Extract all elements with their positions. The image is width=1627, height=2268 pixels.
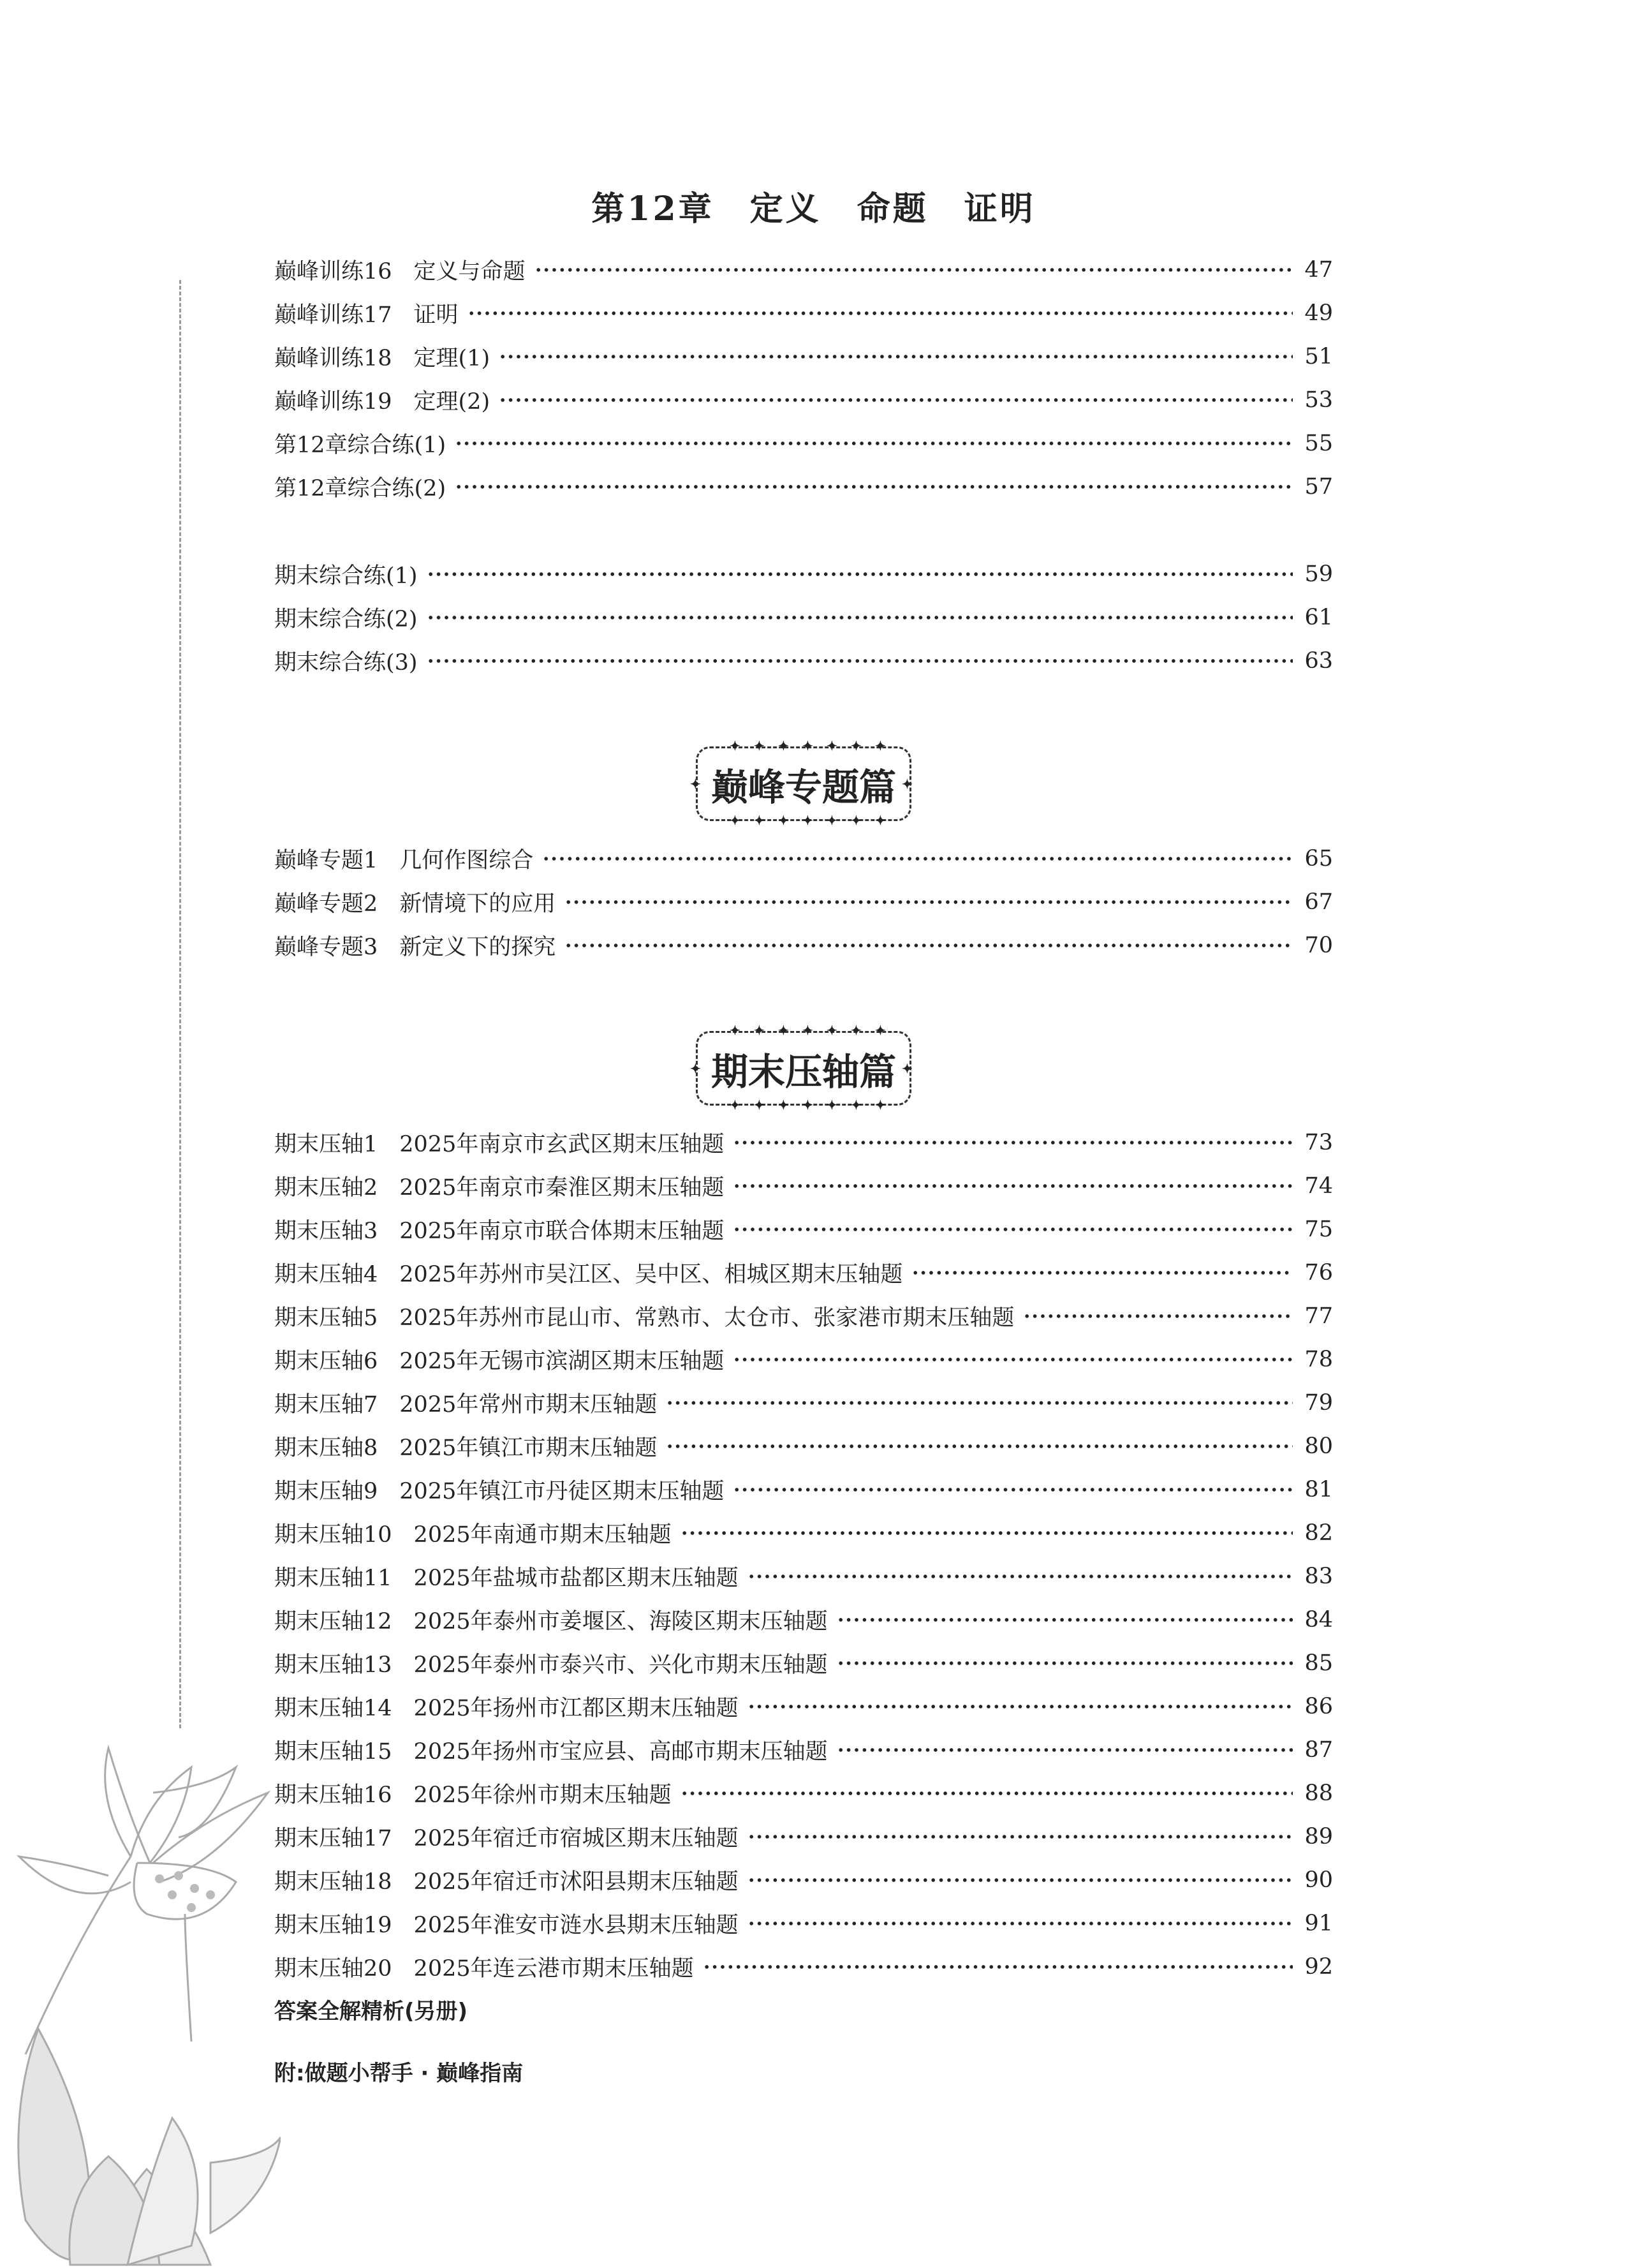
entry-label: 期末压轴5 xyxy=(274,1305,378,1331)
entry-label: 期末压轴19 xyxy=(274,1913,392,1938)
toc-entry[interactable] xyxy=(274,335,1333,378)
chapter-topic: 证明 xyxy=(964,189,1036,228)
entry-page-number: 74 xyxy=(1304,1173,1333,1199)
entry-page-number: 78 xyxy=(1304,1347,1333,1372)
star-ornament-icon: ✦ xyxy=(802,1097,813,1113)
entry-page-number: 70 xyxy=(1304,933,1333,958)
toc-entry[interactable] xyxy=(274,837,1333,880)
entry-label: 巅峰训练17 xyxy=(274,302,392,328)
entry-label: 期末压轴16 xyxy=(274,1783,392,1808)
toc-entry[interactable] xyxy=(274,1121,1333,1164)
entry-title: 2025年无锡市滨湖区期末压轴题 xyxy=(399,1349,725,1374)
entry-page-number: 81 xyxy=(1304,1477,1333,1502)
exam-section-heading-box xyxy=(690,1023,913,1113)
entry-title: 新定义下的探究 xyxy=(399,935,556,960)
entry-page-number: 65 xyxy=(1304,846,1333,871)
dot-leader xyxy=(455,441,1293,446)
entry-title: 2025年南通市期末压轴题 xyxy=(413,1522,672,1548)
dot-leader xyxy=(666,1444,1293,1449)
entry-title: 几何作图综合 xyxy=(399,848,534,873)
entry-page-number: 63 xyxy=(1304,648,1333,674)
star-ornament-icon: ✦ xyxy=(754,1023,765,1038)
dot-leader xyxy=(542,856,1293,861)
entry-page-number: 59 xyxy=(1304,561,1333,587)
star-ornament-icon: ✦ xyxy=(827,738,837,753)
entry-label: 期末压轴15 xyxy=(274,1739,392,1765)
entry-page-number: 75 xyxy=(1304,1217,1333,1242)
star-ornament-icon: ✦ xyxy=(754,813,765,828)
entry-label: 期末压轴17 xyxy=(274,1826,392,1851)
dot-leader xyxy=(564,943,1293,948)
entry-page-number: 82 xyxy=(1304,1520,1333,1546)
entry-title: 2025年苏州市吴江区、吴中区、相城区期末压轴题 xyxy=(399,1262,903,1287)
entry-label: 期末综合练(1) xyxy=(274,563,418,589)
toc-entry[interactable] xyxy=(274,1902,1333,1945)
entry-title: 2025年苏州市昆山市、常熟市、太仓市、张家港市期末压轴题 xyxy=(399,1305,1015,1331)
entry-label: 期末压轴9 xyxy=(274,1479,378,1504)
entry-page-number: 85 xyxy=(1304,1650,1333,1676)
entry-title: 2025年扬州市宝应县、高邮市期末压轴题 xyxy=(413,1739,828,1765)
entry-page-number: 87 xyxy=(1304,1737,1333,1763)
star-ornament-icon: ✦ xyxy=(778,813,789,828)
dot-leader xyxy=(499,354,1293,359)
entry-page-number: 86 xyxy=(1304,1694,1333,1719)
toc-entry[interactable] xyxy=(274,1208,1333,1251)
dot-leader xyxy=(681,1531,1293,1536)
entry-label: 期末综合练(2) xyxy=(274,607,418,632)
exam-section-heading: 期末压轴篇 xyxy=(710,1049,896,1093)
entry-page-number: 57 xyxy=(1304,474,1333,500)
toc-entry[interactable] xyxy=(274,1815,1333,1858)
dot-leader xyxy=(499,397,1293,403)
star-ornament-icon: ✦ xyxy=(690,1061,701,1076)
star-ornament-icon: ✦ xyxy=(875,738,886,753)
entry-page-number: 55 xyxy=(1304,431,1333,456)
toc-entry[interactable] xyxy=(274,1294,1333,1338)
entry-page-number: 91 xyxy=(1304,1911,1333,1936)
toc-entry[interactable] xyxy=(274,292,1333,335)
chapter-topic: 定义 xyxy=(749,189,821,228)
star-ornament-icon: ✦ xyxy=(730,813,740,828)
dot-leader xyxy=(911,1270,1293,1275)
star-ornament-icon: ✦ xyxy=(827,1097,837,1113)
entry-label: 期末压轴14 xyxy=(274,1696,392,1721)
entry-title: 2025年盐城市盐都区期末压轴题 xyxy=(413,1566,739,1591)
entry-page-number: 77 xyxy=(1304,1303,1333,1329)
toc-entry[interactable] xyxy=(274,1338,1333,1381)
entry-label: 巅峰专题2 xyxy=(274,891,378,917)
star-ornament-icon: ✦ xyxy=(851,813,862,828)
entry-label: 期末压轴7 xyxy=(274,1392,378,1418)
star-ornament-icon: ✦ xyxy=(754,738,765,753)
entry-title: 2025年南京市玄武区期末压轴题 xyxy=(399,1132,725,1157)
dot-leader xyxy=(467,311,1293,316)
star-ornament-icon: ✦ xyxy=(730,1023,740,1038)
toc-entry[interactable] xyxy=(274,1555,1333,1598)
special-toc xyxy=(274,837,1333,967)
dot-leader xyxy=(747,1704,1293,1709)
entry-title: 证明 xyxy=(413,302,459,328)
toc-entry[interactable] xyxy=(274,1728,1333,1772)
star-ornament-icon: ✦ xyxy=(778,1023,789,1038)
dot-leader xyxy=(564,900,1293,905)
entry-title: 定理(1) xyxy=(413,346,490,371)
star-ornament-icon: ✦ xyxy=(875,1023,886,1038)
entry-page-number: 49 xyxy=(1304,300,1333,326)
dot-leader xyxy=(837,1617,1293,1622)
toc-entry[interactable] xyxy=(274,1945,1333,1989)
special-section-heading: 巅峰专题篇 xyxy=(710,765,896,809)
star-ornament-icon: ✦ xyxy=(802,1023,813,1038)
entry-page-number: 61 xyxy=(1304,605,1333,630)
toc-entry[interactable] xyxy=(274,1164,1333,1208)
entry-label: 期末压轴10 xyxy=(274,1522,392,1548)
toc-entry[interactable] xyxy=(274,1772,1333,1815)
toc-entry[interactable] xyxy=(274,1685,1333,1728)
toc-entry[interactable] xyxy=(274,552,1333,596)
toc-entry[interactable] xyxy=(274,1858,1333,1902)
entry-label: 第12章综合练(1) xyxy=(274,433,446,458)
entry-label: 期末压轴8 xyxy=(274,1435,378,1461)
entry-label: 期末压轴13 xyxy=(274,1652,392,1678)
entry-page-number: 92 xyxy=(1304,1954,1333,1980)
entry-page-number: 80 xyxy=(1304,1434,1333,1459)
entry-title: 定理(2) xyxy=(413,389,490,415)
special-section-heading-box xyxy=(690,738,913,828)
entry-label: 第12章综合练(2) xyxy=(274,476,446,501)
dot-leader xyxy=(837,1747,1293,1753)
exam-toc xyxy=(274,1121,1333,1989)
dot-leader xyxy=(455,484,1293,489)
entry-title: 2025年常州市期末压轴题 xyxy=(399,1392,658,1418)
entry-page-number: 47 xyxy=(1304,257,1333,283)
chapter-toc xyxy=(274,248,1333,508)
star-ornament-icon: ✦ xyxy=(851,738,862,753)
entry-title: 2025年宿迁市沭阳县期末压轴题 xyxy=(413,1869,739,1895)
entry-label: 期末压轴20 xyxy=(274,1956,392,1982)
entry-page-number: 67 xyxy=(1304,889,1333,915)
dot-leader xyxy=(427,572,1293,577)
toc-entry[interactable] xyxy=(274,378,1333,422)
margin-dashed-line xyxy=(179,280,181,1728)
toc-entry[interactable] xyxy=(274,596,1333,639)
entry-label: 期末压轴3 xyxy=(274,1219,378,1244)
appendix-note: 附:做题小帮手 · 巅峰指南 xyxy=(274,2061,524,2086)
entry-title: 2025年泰州市姜堰区、海陵区期末压轴题 xyxy=(413,1609,828,1634)
toc-entry[interactable] xyxy=(274,639,1333,683)
final-review-toc xyxy=(274,552,1333,683)
dot-leader xyxy=(733,1487,1293,1492)
dot-leader xyxy=(681,1791,1293,1796)
entry-page-number: 51 xyxy=(1304,344,1333,369)
chapter-topic: 命题 xyxy=(857,189,929,228)
entry-title: 2025年镇江市期末压轴题 xyxy=(399,1435,658,1461)
dot-leader xyxy=(666,1400,1293,1405)
entry-page-number: 90 xyxy=(1304,1867,1333,1893)
entry-title: 2025年南京市联合体期末压轴题 xyxy=(399,1219,725,1244)
entry-label: 期末压轴18 xyxy=(274,1869,392,1895)
star-ornament-icon: ✦ xyxy=(778,1097,789,1113)
toc-entry[interactable] xyxy=(274,1642,1333,1685)
star-ornament-icon: ✦ xyxy=(802,738,813,753)
toc-entry[interactable] xyxy=(274,465,1333,508)
dot-leader xyxy=(733,1357,1293,1362)
entry-title: 新情境下的应用 xyxy=(399,891,556,917)
entry-label: 巅峰专题1 xyxy=(274,848,378,873)
star-ornament-icon: ✦ xyxy=(690,776,701,792)
entry-title: 2025年镇江市丹徒区期末压轴题 xyxy=(399,1479,725,1504)
entry-label: 巅峰训练19 xyxy=(274,389,392,415)
dot-leader xyxy=(427,658,1293,663)
toc-entry[interactable] xyxy=(274,1251,1333,1294)
dot-leader xyxy=(733,1183,1293,1189)
toc-entry[interactable] xyxy=(274,1598,1333,1642)
entry-page-number: 76 xyxy=(1304,1260,1333,1286)
star-ornament-icon: ✦ xyxy=(730,738,740,753)
toc-entry[interactable] xyxy=(274,1468,1333,1511)
star-ornament-icon: ✦ xyxy=(875,813,886,828)
star-ornament-icon: ✦ xyxy=(754,1097,765,1113)
entry-label: 期末压轴12 xyxy=(274,1609,392,1634)
chapter-title xyxy=(0,182,1627,230)
entry-label: 巅峰专题3 xyxy=(274,935,378,960)
entry-page-number: 89 xyxy=(1304,1824,1333,1849)
toc-entry[interactable] xyxy=(274,422,1333,465)
entry-page-number: 79 xyxy=(1304,1390,1333,1416)
dot-leader xyxy=(747,1878,1293,1883)
entry-title: 2025年扬州市江都区期末压轴题 xyxy=(413,1696,739,1721)
chapter-number: 第12章 xyxy=(591,189,714,228)
toc-entry[interactable] xyxy=(274,924,1333,967)
dot-leader xyxy=(703,1964,1293,1969)
dot-leader xyxy=(837,1661,1293,1666)
entry-label: 期末压轴6 xyxy=(274,1349,378,1374)
entry-title: 2025年泰州市泰兴市、兴化市期末压轴题 xyxy=(413,1652,828,1678)
dot-leader xyxy=(747,1574,1293,1579)
entry-title: 2025年徐州市期末压轴题 xyxy=(413,1783,672,1808)
star-ornament-icon: ✦ xyxy=(851,1023,862,1038)
dot-leader xyxy=(1023,1314,1293,1319)
dot-leader xyxy=(747,1921,1293,1926)
entry-page-number: 73 xyxy=(1304,1130,1333,1155)
dot-leader xyxy=(733,1140,1293,1145)
toc-entry[interactable] xyxy=(274,1425,1333,1468)
entry-title: 2025年淮安市涟水县期末压轴题 xyxy=(413,1913,739,1938)
entry-label: 巅峰训练18 xyxy=(274,346,392,371)
entry-page-number: 83 xyxy=(1304,1564,1333,1589)
entry-label: 期末压轴11 xyxy=(274,1566,392,1591)
answers-note: 答案全解精析(另册) xyxy=(274,1999,468,2024)
entry-title: 2025年南京市秦淮区期末压轴题 xyxy=(399,1175,725,1201)
toc-entry[interactable] xyxy=(274,880,1333,924)
entry-title: 2025年连云港市期末压轴题 xyxy=(413,1956,694,1982)
entry-label: 期末压轴4 xyxy=(274,1262,378,1287)
entry-page-number: 53 xyxy=(1304,387,1333,413)
entry-page-number: 84 xyxy=(1304,1607,1333,1633)
star-ornament-icon: ✦ xyxy=(730,1097,740,1113)
entry-title: 定义与命题 xyxy=(413,259,526,285)
star-ornament-icon: ✦ xyxy=(827,1023,837,1038)
star-ornament-icon: ✦ xyxy=(827,813,837,828)
dot-leader xyxy=(733,1227,1293,1232)
toc-entry[interactable] xyxy=(274,248,1333,292)
toc-entry[interactable] xyxy=(274,1381,1333,1425)
entry-label: 期末压轴1 xyxy=(274,1132,378,1157)
star-ornament-icon: ✦ xyxy=(778,738,789,753)
entry-label: 期末压轴2 xyxy=(274,1175,378,1201)
star-ornament-icon: ✦ xyxy=(902,776,913,792)
star-ornament-icon: ✦ xyxy=(875,1097,886,1113)
entry-title: 2025年宿迁市宿城区期末压轴题 xyxy=(413,1826,739,1851)
lotus-illustration xyxy=(0,1671,281,2268)
entry-label: 巅峰训练16 xyxy=(274,259,392,285)
entry-page-number: 88 xyxy=(1304,1781,1333,1806)
star-ornament-icon: ✦ xyxy=(802,813,813,828)
dot-leader xyxy=(747,1834,1293,1839)
toc-entry[interactable] xyxy=(274,1511,1333,1555)
entry-label: 期末综合练(3) xyxy=(274,650,418,676)
dot-leader xyxy=(427,615,1293,620)
star-ornament-icon: ✦ xyxy=(851,1097,862,1113)
star-ornament-icon: ✦ xyxy=(902,1061,913,1076)
dot-leader xyxy=(534,267,1293,272)
